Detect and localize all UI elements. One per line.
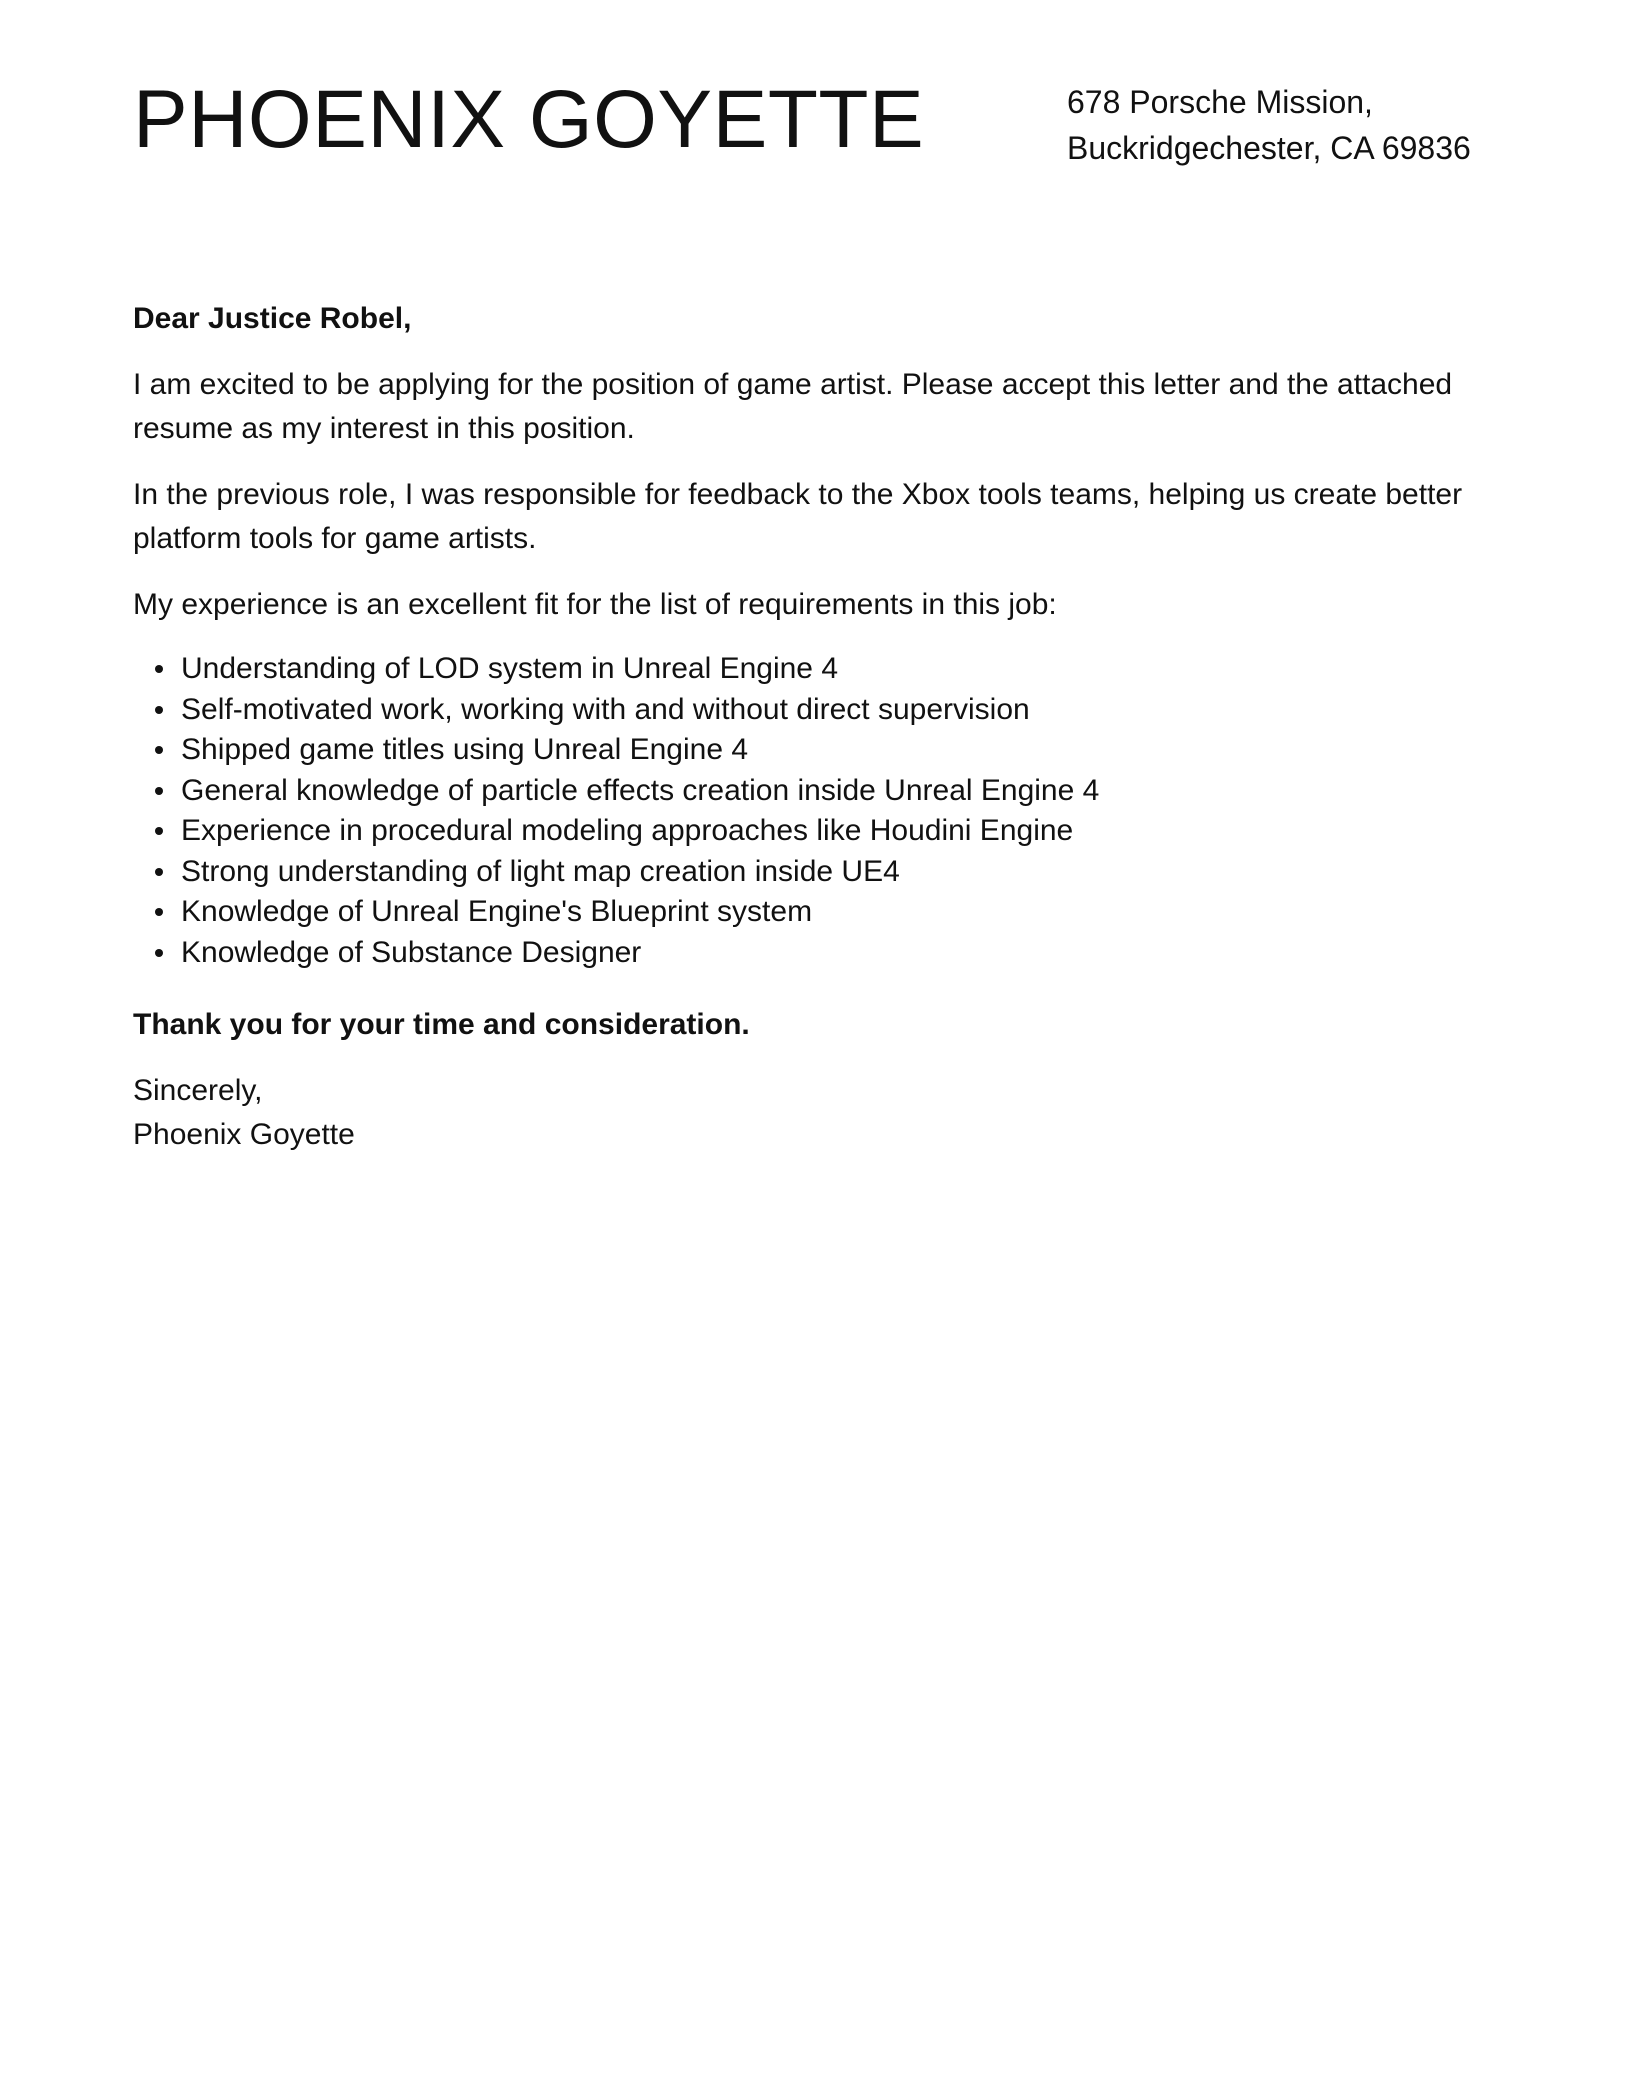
applicant-address [1067, 79, 1471, 171]
bullet-icon [155, 827, 163, 835]
list-item-text: Experience in procedural modeling approaches like Houdini Engine [181, 814, 1074, 847]
salutation: Dear Justice Robel, [133, 302, 412, 335]
requirements-intro: My experience is an excellent fit for the list of requirements in this job: [133, 588, 1057, 621]
bullet-icon [155, 908, 163, 916]
closing-line: Thank you for your time and consideration. [133, 1008, 750, 1041]
requirements-list [133, 649, 1513, 973]
list-item [133, 771, 1513, 812]
list-item [133, 852, 1513, 893]
signoff-block [133, 1069, 1513, 1157]
bullet-icon [155, 746, 163, 754]
list-item-text: Knowledge of Substance Designer [181, 935, 642, 969]
applicant-name: PHOENIX GOYETTE [133, 74, 925, 165]
list-item-text: Understanding of LOD system in Unreal Engine 4 [181, 652, 839, 685]
list-item-text: Strong understanding of light map creation inside UE4 [181, 854, 900, 888]
bullet-icon [155, 665, 163, 673]
list-item [133, 892, 1513, 933]
list-item [133, 649, 1513, 690]
experience-paragraph: In the previous role, I was responsible for feedback to the Xbox tools teams, helping us create better platform tools for game artists. [133, 478, 1463, 555]
letter-body [133, 297, 1513, 1157]
bullet-icon [155, 868, 163, 876]
list-item-text: Knowledge of Unreal Engine's Blueprint system [181, 895, 813, 928]
bullet-icon [155, 706, 163, 714]
list-item [133, 730, 1513, 771]
address-line-1: 678 Porsche Mission, [1067, 84, 1373, 120]
signoff: Sincerely, [133, 1074, 263, 1107]
list-item [133, 933, 1513, 974]
list-item-text: Shipped game titles using Unreal Engine 4 [181, 733, 749, 766]
bullet-icon [155, 949, 163, 957]
bullet-icon [155, 787, 163, 795]
address-line-2: Buckridgechester, CA 69836 [1067, 130, 1471, 166]
signature-name: Phoenix Goyette [133, 1118, 355, 1151]
intro-paragraph: I am excited to be applying for the position of game artist. Please accept this letter and the attached resume as my interest in this position. [133, 368, 1453, 445]
list-item [133, 690, 1513, 731]
list-item-text: General knowledge of particle effects creation inside Unreal Engine 4 [181, 773, 1100, 807]
list-item [133, 811, 1513, 852]
list-item-text: Self-motivated work, working with and without direct supervision [181, 692, 1030, 726]
